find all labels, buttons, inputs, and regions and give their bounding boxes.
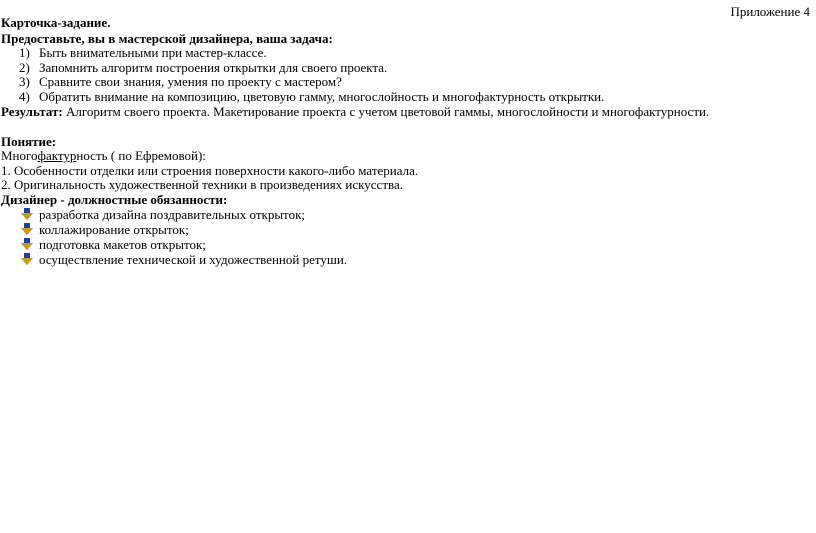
task-text: Обратить внимание на композицию, цветовую гамму, многослойность и многофактурность открытки. [39,89,605,104]
arrow-bullet-icon [21,238,33,250]
task-number: 4) [19,89,30,104]
task-number: 2) [19,60,30,75]
term-underlined: фактур [37,148,77,163]
task-item-4 [19,89,604,105]
arrow-bullet-icon [21,208,33,220]
definition-1: 1. Особенности отделки или строения поверхности какого-либо материала. [1,163,419,178]
appendix-label: Приложение 4 [730,4,810,19]
task-text: Запомнить алгоритм построения открытки для своего проекта. [39,60,388,75]
duty-item-2 [21,222,189,238]
term-suffix: ность ( по Ефремовой): [76,148,206,163]
duty-item-3 [21,237,206,253]
result-line [1,104,709,120]
arrow-bullet-icon [21,253,33,265]
definition-2: 2. Оригинальность художественной техники в произведениях искусства. [1,177,403,192]
task-text: Сравните свои знания, умения по проекту с мастером? [39,74,342,89]
task-number: 3) [19,74,30,89]
duty-item-1 [21,207,305,223]
arrow-bullet-icon [21,223,33,235]
result-text: Алгоритм своего проекта. Макетирование проекта с учетом цветовой гаммы, многослойности и многофактурности. [62,104,710,119]
task-number: 1) [19,45,30,60]
task-text: Быть внимательными при мастер-классе. [39,45,267,60]
result-label: Результат: [1,104,63,119]
duty-text: подготовка макетов открыток; [39,237,206,252]
term-prefix: Много [1,148,38,163]
duty-item-4 [21,252,347,268]
duty-text: коллажирование открыток; [39,222,189,237]
duty-text: осуществление технической и художественной ретуши. [39,252,348,267]
designer-heading: Дизайнер - должностные обязанности: [1,192,228,207]
concept-term [1,148,206,164]
task-item-3 [19,74,342,90]
task-item-1 [19,45,267,61]
concept-heading: Понятие: [1,134,57,149]
task-intro: Предоставьте, вы в мастерской дизайнера, ваша задача: [1,31,333,46]
duty-text: разработка дизайна поздравительных открыток; [39,207,305,222]
card-title: Карточка-задание. [1,15,111,30]
